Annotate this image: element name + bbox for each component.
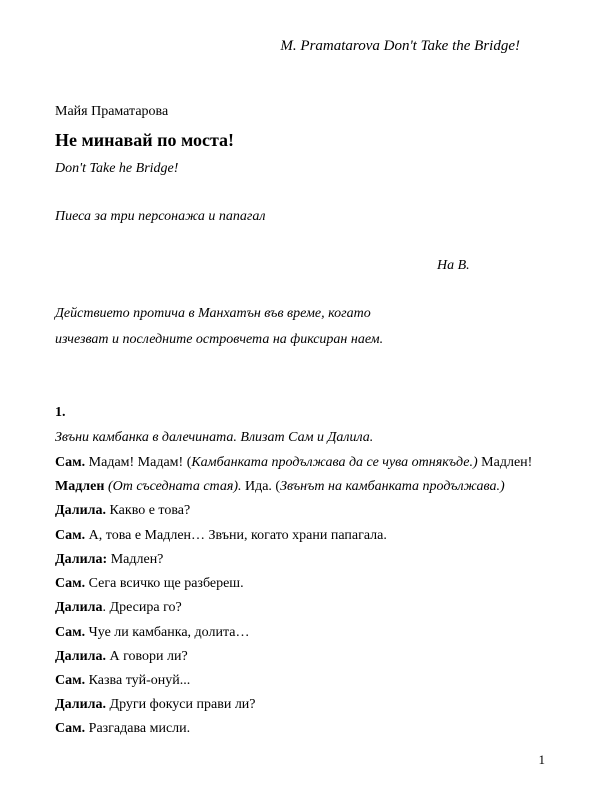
dialogue-text: Мадам! Мадам! (: [85, 455, 192, 470]
dialogue-line: [55, 503, 190, 519]
speaker-name: Сам.: [55, 455, 86, 470]
speaker-name: Сам.: [55, 673, 86, 688]
dialogue-line: [55, 673, 190, 689]
speaker-name: Сам.: [55, 625, 86, 640]
speaker-name: Далила.: [55, 697, 107, 712]
author-name: Майя Праматарова: [55, 104, 169, 119]
stage-direction: Звъни камбанка в далечината. Влизат Сам и Далила.: [55, 430, 374, 445]
dialogue-text: Какво е това?: [106, 503, 191, 518]
stage-direction-inline: Камбанката продължава да се чува отнякъде.): [191, 455, 478, 470]
dialogue-text: Чуе ли камбанка, долита…: [85, 625, 250, 640]
dedication: На В.: [437, 258, 470, 273]
stage-direction-inline: (От съседната стая).: [104, 479, 242, 494]
dialogue-text: Разгадава мисли.: [85, 721, 191, 736]
play-subtitle: Don't Take he Bridge!: [55, 161, 179, 176]
speaker-name: Сам.: [55, 528, 86, 543]
running-header: M. Pramatarova Don't Take the Bridge!: [280, 38, 520, 54]
dialogue-text: Казва туй-онуй...: [85, 673, 191, 688]
dialogue-line: [55, 649, 188, 665]
setting-line-2: изчезват и последните островчета на фиксиран наем.: [55, 332, 384, 347]
speaker-name: Мадлен: [55, 479, 105, 494]
dialogue-text: Ида. (: [241, 479, 281, 494]
speaker-name: Сам.: [55, 721, 86, 736]
dialogue-text: Мадлен!: [477, 455, 533, 470]
speaker-name: Сам.: [55, 576, 86, 591]
play-title: Не минавай по моста!: [55, 130, 235, 150]
dialogue-text: А говори ли?: [106, 649, 188, 664]
speaker-name: Далила.: [55, 649, 107, 664]
dialogue-text: . Дресира го?: [102, 600, 182, 615]
speaker-name: Далила.: [55, 503, 107, 518]
dialogue-line: [55, 552, 163, 568]
speaker-name: Далила:: [55, 552, 108, 567]
dialogue-line: [55, 721, 190, 737]
speaker-name: Далила: [55, 600, 103, 615]
stage-direction-inline: Звънът на камбанката продължава.): [280, 479, 505, 494]
dialogue-line: [55, 455, 532, 471]
dialogue-text: Други фокуси прави ли?: [106, 697, 256, 712]
dialogue-line: [55, 697, 256, 713]
dialogue-line: [55, 625, 249, 641]
dialogue-line: [55, 479, 505, 495]
play-genre: Пиеса за три персонажа и папагал: [55, 209, 266, 224]
dialogue-line: [55, 528, 387, 544]
dialogue-line: [55, 576, 244, 592]
scene-number: 1.: [55, 405, 66, 420]
dialogue-text: Сега всичко ще разбереш.: [85, 576, 244, 591]
dialogue-text: Мадлен?: [107, 552, 164, 567]
dialogue-text: А, това е Мадлен… Звъни, когато храни папагала.: [85, 528, 387, 543]
dialogue-line: [55, 600, 182, 616]
setting-line-1: Действието протича в Манхатън във време, когато: [55, 306, 371, 321]
page-number: 1: [538, 752, 545, 767]
